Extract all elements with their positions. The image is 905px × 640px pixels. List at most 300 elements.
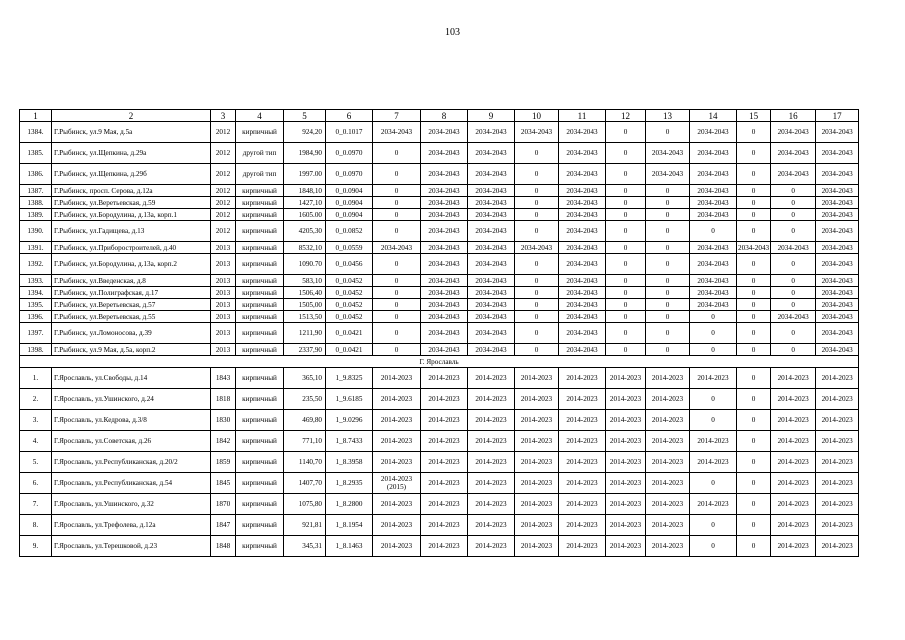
- cell-col-17: 2034-2043: [816, 209, 859, 221]
- cell-wall-material: кирпичный: [236, 242, 284, 254]
- cell-col-13: 2014-2023: [646, 494, 690, 515]
- cell-col-15: 0: [737, 221, 771, 242]
- cell-year-built: 1848: [211, 536, 236, 557]
- cell-col-11: 2034-2043: [559, 143, 606, 164]
- cell-col-13: 0: [646, 254, 690, 275]
- cell-col-13: 2014-2023: [646, 368, 690, 389]
- cell-area: 583,10: [284, 275, 326, 287]
- cell-area: 1211,90: [284, 323, 326, 344]
- cell-col-17: 2014-2023: [816, 389, 859, 410]
- cell-row-number: 6.: [20, 473, 52, 494]
- cell-col-13: 0: [646, 185, 690, 197]
- cell-priority: 0_0.0452: [326, 311, 373, 323]
- column-number-13: 13: [646, 110, 690, 122]
- cell-priority: 1_9.0296: [326, 410, 373, 431]
- table-row: [20, 494, 859, 515]
- cell-year-built: 2013: [211, 275, 236, 287]
- cell-year-built: 1842: [211, 431, 236, 452]
- cell-col-15: 0: [737, 209, 771, 221]
- cell-col-8: 2014-2023: [421, 431, 468, 452]
- cell-col-9: 2034-2043: [468, 122, 515, 143]
- cell-col-11: 2034-2043: [559, 209, 606, 221]
- cell-col-12: 0: [606, 299, 646, 311]
- cell-col-15: 0: [737, 311, 771, 323]
- column-number-3: 3: [211, 110, 236, 122]
- cell-col-7: 2014-2023: [373, 389, 421, 410]
- cell-col-8: 2034-2043: [421, 164, 468, 185]
- column-number-15: 15: [737, 110, 771, 122]
- cell-col-12: 2014-2023: [606, 389, 646, 410]
- cell-col-10: 0: [515, 275, 559, 287]
- cell-col-15: 0: [737, 122, 771, 143]
- cell-address: Г.Ярославль, ул.Свободы, д.14: [52, 368, 211, 389]
- cell-area: 1506,40: [284, 287, 326, 299]
- cell-area: 1605.00: [284, 209, 326, 221]
- cell-col-9: 2014-2023: [468, 452, 515, 473]
- cell-col-13: 0: [646, 209, 690, 221]
- cell-col-11: 2014-2023: [559, 410, 606, 431]
- cell-year-built: 1845: [211, 473, 236, 494]
- cell-wall-material: кирпичный: [236, 452, 284, 473]
- cell-col-12: 0: [606, 143, 646, 164]
- column-number-16: 16: [771, 110, 816, 122]
- cell-col-14: 2034-2043: [690, 275, 737, 287]
- column-number-12: 12: [606, 110, 646, 122]
- cell-priority: 0_0.0452: [326, 287, 373, 299]
- column-number-10: 10: [515, 110, 559, 122]
- cell-col-10: 2014-2023: [515, 431, 559, 452]
- cell-col-15: 0: [737, 431, 771, 452]
- cell-col-7: 0: [373, 344, 421, 356]
- cell-address: Г.Ярославль, ул.Советская, д.26: [52, 431, 211, 452]
- cell-col-8: 2034-2043: [421, 323, 468, 344]
- cell-col-12: 0: [606, 344, 646, 356]
- cell-col-15: 0: [737, 368, 771, 389]
- cell-row-number: 1394.: [20, 287, 52, 299]
- cell-wall-material: кирпичный: [236, 122, 284, 143]
- cell-address: Г.Рыбинск, ул.Введенская, д.8: [52, 275, 211, 287]
- cell-row-number: 1390.: [20, 221, 52, 242]
- cell-row-number: 9.: [20, 536, 52, 557]
- table-row: [20, 323, 859, 344]
- cell-col-13: 2014-2023: [646, 431, 690, 452]
- cell-wall-material: кирпичный: [236, 344, 284, 356]
- cell-col-17: 2034-2043: [816, 344, 859, 356]
- cell-col-17: 2014-2023: [816, 536, 859, 557]
- cell-col-7: 2034-2043: [373, 122, 421, 143]
- cell-col-17: 2014-2023: [816, 473, 859, 494]
- cell-year-built: 1847: [211, 515, 236, 536]
- cell-col-8: 2034-2043: [421, 122, 468, 143]
- cell-row-number: 4.: [20, 431, 52, 452]
- cell-col-7: 0: [373, 197, 421, 209]
- cell-year-built: 1843: [211, 368, 236, 389]
- cell-col-14: 0: [690, 473, 737, 494]
- cell-col-7: 2014-2023: [373, 410, 421, 431]
- cell-col-17: 2034-2043: [816, 254, 859, 275]
- cell-col-16: 0: [771, 275, 816, 287]
- cell-wall-material: кирпичный: [236, 287, 284, 299]
- cell-col-8: 2034-2043: [421, 254, 468, 275]
- cell-address: Г.Рыбинск, ул.Щепкина, д.29а: [52, 143, 211, 164]
- cell-col-17: 2034-2043: [816, 197, 859, 209]
- section-header-row: [20, 356, 859, 368]
- cell-col-12: 0: [606, 164, 646, 185]
- cell-area: 771,10: [284, 431, 326, 452]
- cell-address: Г.Рыбинск, просп. Серова, д.12а: [52, 185, 211, 197]
- cell-col-10: 2014-2023: [515, 389, 559, 410]
- cell-col-7: 0: [373, 185, 421, 197]
- table-row: [20, 344, 859, 356]
- cell-col-14: 0: [690, 536, 737, 557]
- cell-address: Г.Ярославль, ул.Трефолева, д.12а: [52, 515, 211, 536]
- cell-col-9: 2034-2043: [468, 221, 515, 242]
- cell-col-15: 0: [737, 536, 771, 557]
- registry-body: [20, 122, 859, 557]
- cell-col-17: 2034-2043: [816, 311, 859, 323]
- cell-area: 2337,90: [284, 344, 326, 356]
- cell-col-8: 2014-2023: [421, 410, 468, 431]
- cell-row-number: 5.: [20, 452, 52, 473]
- column-number-14: 14: [690, 110, 737, 122]
- cell-col-12: 0: [606, 275, 646, 287]
- cell-col-9: 2034-2043: [468, 209, 515, 221]
- cell-col-7: 0: [373, 287, 421, 299]
- cell-priority: 0_0.0904: [326, 209, 373, 221]
- cell-address: Г.Рыбинск, ул.Щепкина, д.29б: [52, 164, 211, 185]
- table-row: [20, 209, 859, 221]
- cell-col-17: 2034-2043: [816, 143, 859, 164]
- cell-area: 1997.00: [284, 164, 326, 185]
- cell-col-9: 2034-2043: [468, 344, 515, 356]
- cell-col-11: 2014-2023: [559, 368, 606, 389]
- column-number-1: 1: [20, 110, 52, 122]
- cell-address: Г.Ярославль, ул.Кедрова, д.3/8: [52, 410, 211, 431]
- cell-address: Г.Рыбинск, ул.Бородулина, д.13а, корп.1: [52, 209, 211, 221]
- cell-col-15: 0: [737, 389, 771, 410]
- cell-wall-material: кирпичный: [236, 473, 284, 494]
- cell-col-11: 2014-2023: [559, 452, 606, 473]
- cell-col-13: 2014-2023: [646, 410, 690, 431]
- cell-col-16: 0: [771, 323, 816, 344]
- cell-col-7: 0: [373, 143, 421, 164]
- cell-row-number: 1393.: [20, 275, 52, 287]
- cell-col-12: 0: [606, 221, 646, 242]
- cell-col-13: 2034-2043: [646, 143, 690, 164]
- cell-col-8: 2014-2023: [421, 368, 468, 389]
- cell-col-10: 0: [515, 254, 559, 275]
- cell-col-12: 2014-2023: [606, 452, 646, 473]
- cell-year-built: 2013: [211, 311, 236, 323]
- cell-col-13: 2014-2023: [646, 389, 690, 410]
- cell-priority: 0_0.1017: [326, 122, 373, 143]
- cell-col-12: 0: [606, 185, 646, 197]
- cell-col-8: 2034-2043: [421, 275, 468, 287]
- cell-area: 1505,00: [284, 299, 326, 311]
- cell-row-number: 1397.: [20, 323, 52, 344]
- cell-col-14: 2014-2023: [690, 431, 737, 452]
- cell-col-10: 2034-2043: [515, 122, 559, 143]
- cell-col-11: 2034-2043: [559, 122, 606, 143]
- cell-address: Г.Рыбинск, ул.Гадищева, д.13: [52, 221, 211, 242]
- cell-col-14: 2034-2043: [690, 143, 737, 164]
- column-number-17: 17: [816, 110, 859, 122]
- cell-area: 1140,70: [284, 452, 326, 473]
- cell-col-15: 0: [737, 275, 771, 287]
- cell-col-14: 2014-2023: [690, 452, 737, 473]
- cell-col-17: 2014-2023: [816, 431, 859, 452]
- cell-year-built: 2012: [211, 164, 236, 185]
- cell-year-built: 2012: [211, 122, 236, 143]
- cell-col-15: 0: [737, 473, 771, 494]
- cell-col-15: 0: [737, 185, 771, 197]
- cell-col-7: 0: [373, 323, 421, 344]
- cell-col-16: 0: [771, 209, 816, 221]
- cell-priority: 0_0.0452: [326, 299, 373, 311]
- cell-col-10: 2014-2023: [515, 494, 559, 515]
- cell-year-built: 2013: [211, 242, 236, 254]
- cell-area: 1848,10: [284, 185, 326, 197]
- cell-year-built: 1818: [211, 389, 236, 410]
- cell-area: 8532,10: [284, 242, 326, 254]
- cell-col-8: 2034-2043: [421, 185, 468, 197]
- cell-col-11: 2034-2043: [559, 221, 606, 242]
- cell-col-16: 2014-2023: [771, 452, 816, 473]
- cell-col-8: 2034-2043: [421, 299, 468, 311]
- cell-col-16: 0: [771, 344, 816, 356]
- cell-col-14: 2034-2043: [690, 122, 737, 143]
- table-row: [20, 221, 859, 242]
- cell-col-16: 0: [771, 185, 816, 197]
- cell-col-16: 2034-2043: [771, 311, 816, 323]
- cell-priority: 0_0.0904: [326, 197, 373, 209]
- cell-col-10: 2014-2023: [515, 536, 559, 557]
- cell-year-built: 2012: [211, 221, 236, 242]
- cell-row-number: 8.: [20, 515, 52, 536]
- cell-row-number: 3.: [20, 410, 52, 431]
- cell-address: Г.Ярославль, ул.Республиканская, д.20/2: [52, 452, 211, 473]
- cell-col-10: 2014-2023: [515, 410, 559, 431]
- cell-area: 235,50: [284, 389, 326, 410]
- cell-col-7: 0: [373, 299, 421, 311]
- cell-col-16: 0: [771, 197, 816, 209]
- column-number-5: 5: [284, 110, 326, 122]
- cell-col-12: 0: [606, 287, 646, 299]
- cell-col-16: 2014-2023: [771, 410, 816, 431]
- cell-col-14: 0: [690, 515, 737, 536]
- cell-col-13: 0: [646, 323, 690, 344]
- cell-col-9: 2014-2023: [468, 473, 515, 494]
- cell-wall-material: кирпичный: [236, 389, 284, 410]
- cell-col-17: 2034-2043: [816, 185, 859, 197]
- cell-col-8: 2034-2043: [421, 242, 468, 254]
- cell-col-11: 2034-2043: [559, 242, 606, 254]
- cell-col-16: 2014-2023: [771, 494, 816, 515]
- cell-priority: 0_0.0970: [326, 164, 373, 185]
- cell-address: Г.Рыбинск, ул.Полиграфская, д.17: [52, 287, 211, 299]
- cell-year-built: 2012: [211, 143, 236, 164]
- cell-priority: 1_8.1954: [326, 515, 373, 536]
- cell-col-10: 2014-2023: [515, 515, 559, 536]
- cell-col-14: 0: [690, 410, 737, 431]
- cell-col-12: 2014-2023: [606, 368, 646, 389]
- cell-col-16: 0: [771, 221, 816, 242]
- cell-year-built: 1859: [211, 452, 236, 473]
- cell-col-16: 2034-2043: [771, 164, 816, 185]
- cell-col-12: 0: [606, 323, 646, 344]
- cell-col-17: 2034-2043: [816, 299, 859, 311]
- cell-col-14: 2014-2023: [690, 494, 737, 515]
- cell-col-12: 2014-2023: [606, 431, 646, 452]
- cell-year-built: 1870: [211, 494, 236, 515]
- cell-col-17: 2034-2043: [816, 242, 859, 254]
- cell-col-7: 2014-2023: [373, 536, 421, 557]
- cell-col-12: 2014-2023: [606, 515, 646, 536]
- cell-col-8: 2014-2023: [421, 452, 468, 473]
- cell-col-9: 2034-2043: [468, 143, 515, 164]
- cell-col-14: 0: [690, 323, 737, 344]
- cell-year-built: 2013: [211, 254, 236, 275]
- cell-col-15: 0: [737, 344, 771, 356]
- cell-area: 1984,90: [284, 143, 326, 164]
- cell-address: Г.Ярославль, ул.Терешковой, д.23: [52, 536, 211, 557]
- cell-col-9: 2034-2043: [468, 242, 515, 254]
- cell-col-8: 2034-2043: [421, 221, 468, 242]
- cell-row-number: 1388.: [20, 197, 52, 209]
- cell-col-14: 0: [690, 221, 737, 242]
- cell-col-14: 2034-2043: [690, 287, 737, 299]
- cell-row-number: 1395.: [20, 299, 52, 311]
- cell-col-9: 2014-2023: [468, 494, 515, 515]
- cell-row-number: 1391.: [20, 242, 52, 254]
- cell-col-16: 0: [771, 254, 816, 275]
- cell-col-14: 2014-2023: [690, 368, 737, 389]
- cell-col-8: 2014-2023: [421, 515, 468, 536]
- cell-col-8: 2034-2043: [421, 311, 468, 323]
- cell-col-17: 2034-2043: [816, 221, 859, 242]
- cell-col-16: 2014-2023: [771, 515, 816, 536]
- cell-area: 921,81: [284, 515, 326, 536]
- column-number-8: 8: [421, 110, 468, 122]
- cell-col-7: 2014-2023: [373, 452, 421, 473]
- cell-col-14: 0: [690, 344, 737, 356]
- cell-col-11: 2034-2043: [559, 344, 606, 356]
- cell-col-9: 2014-2023: [468, 536, 515, 557]
- cell-col-8: 2014-2023: [421, 389, 468, 410]
- cell-wall-material: кирпичный: [236, 311, 284, 323]
- cell-col-16: 2034-2043: [771, 242, 816, 254]
- table-row: [20, 143, 859, 164]
- cell-area: 1513,50: [284, 311, 326, 323]
- cell-col-15: 0: [737, 410, 771, 431]
- cell-col-12: 2014-2023: [606, 494, 646, 515]
- table-row: [20, 311, 859, 323]
- column-number-11: 11: [559, 110, 606, 122]
- cell-col-9: 2014-2023: [468, 515, 515, 536]
- cell-col-13: 0: [646, 299, 690, 311]
- cell-col-11: 2034-2043: [559, 287, 606, 299]
- cell-col-16: 2014-2023: [771, 536, 816, 557]
- cell-col-17: 2034-2043: [816, 275, 859, 287]
- cell-area: 4205,30: [284, 221, 326, 242]
- table-row: [20, 431, 859, 452]
- cell-priority: 0_0.0452: [326, 275, 373, 287]
- table-row: [20, 389, 859, 410]
- table-row: [20, 164, 859, 185]
- cell-priority: 1_8.2800: [326, 494, 373, 515]
- cell-col-11: 2034-2043: [559, 164, 606, 185]
- cell-col-17: 2014-2023: [816, 368, 859, 389]
- cell-col-14: 0: [690, 311, 737, 323]
- cell-col-15: 2034-2043: [738, 243, 770, 252]
- cell-col-10: 0: [515, 287, 559, 299]
- cell-col-15: 0: [737, 494, 771, 515]
- cell-wall-material: кирпичный: [236, 221, 284, 242]
- cell-col-10: 0: [515, 185, 559, 197]
- cell-col-11: 2014-2023: [559, 389, 606, 410]
- cell-col-12: 2014-2023: [606, 473, 646, 494]
- cell-wall-material: кирпичный: [236, 431, 284, 452]
- registry-table: [19, 109, 859, 557]
- cell-col-7: 2014-2023: [373, 515, 421, 536]
- section-title: Г. Ярославль: [20, 356, 859, 368]
- cell-col-11: 2014-2023: [559, 473, 606, 494]
- cell-priority: 1_8.3958: [326, 452, 373, 473]
- cell-priority: 0_0.0970: [326, 143, 373, 164]
- cell-col-9: 2034-2043: [468, 275, 515, 287]
- cell-wall-material: кирпичный: [236, 254, 284, 275]
- cell-priority: 1_9.6185: [326, 389, 373, 410]
- cell-col-14: 0: [690, 389, 737, 410]
- cell-col-14: 2034-2043: [690, 242, 737, 254]
- cell-priority: 1_8.7433: [326, 431, 373, 452]
- cell-col-12: 2014-2023: [606, 410, 646, 431]
- cell-col-11: 2034-2043: [559, 311, 606, 323]
- table-row: [20, 122, 859, 143]
- cell-col-10: 2014-2023: [515, 473, 559, 494]
- table-row: [20, 536, 859, 557]
- table-row: [20, 287, 859, 299]
- cell-year-built: 2012: [211, 197, 236, 209]
- cell-col-10: 0: [515, 209, 559, 221]
- cell-col-17: 2014-2023: [816, 515, 859, 536]
- cell-col-11: 2014-2023: [559, 431, 606, 452]
- cell-col-12: 0: [606, 254, 646, 275]
- cell-priority: 1_8.1463: [326, 536, 373, 557]
- cell-row-number: 1386.: [20, 164, 52, 185]
- cell-col-8: 2014-2023: [421, 473, 468, 494]
- cell-col-16: 0: [771, 287, 816, 299]
- cell-wall-material: кирпичный: [236, 197, 284, 209]
- cell-col-7: 2014-2023: [373, 431, 421, 452]
- cell-col-15: 0: [737, 299, 771, 311]
- cell-col-13: 0: [646, 275, 690, 287]
- cell-row-number: 1396.: [20, 311, 52, 323]
- cell-year-built: 1830: [211, 410, 236, 431]
- column-number-7: 7: [373, 110, 421, 122]
- cell-col-15: 0: [737, 197, 771, 209]
- cell-col-16: 2034-2043: [771, 143, 816, 164]
- cell-col-7: 0: [373, 209, 421, 221]
- cell-col-13: 0: [646, 287, 690, 299]
- table-row: [20, 197, 859, 209]
- cell-col-16: 2014-2023: [771, 473, 816, 494]
- cell-address: Г.Ярославль, ул.Республиканская, д.54: [52, 473, 211, 494]
- cell-col-9: 2014-2023: [468, 410, 515, 431]
- table-row: [20, 242, 859, 254]
- cell-col-9: 2034-2043: [468, 323, 515, 344]
- cell-col-11: 2034-2043: [559, 197, 606, 209]
